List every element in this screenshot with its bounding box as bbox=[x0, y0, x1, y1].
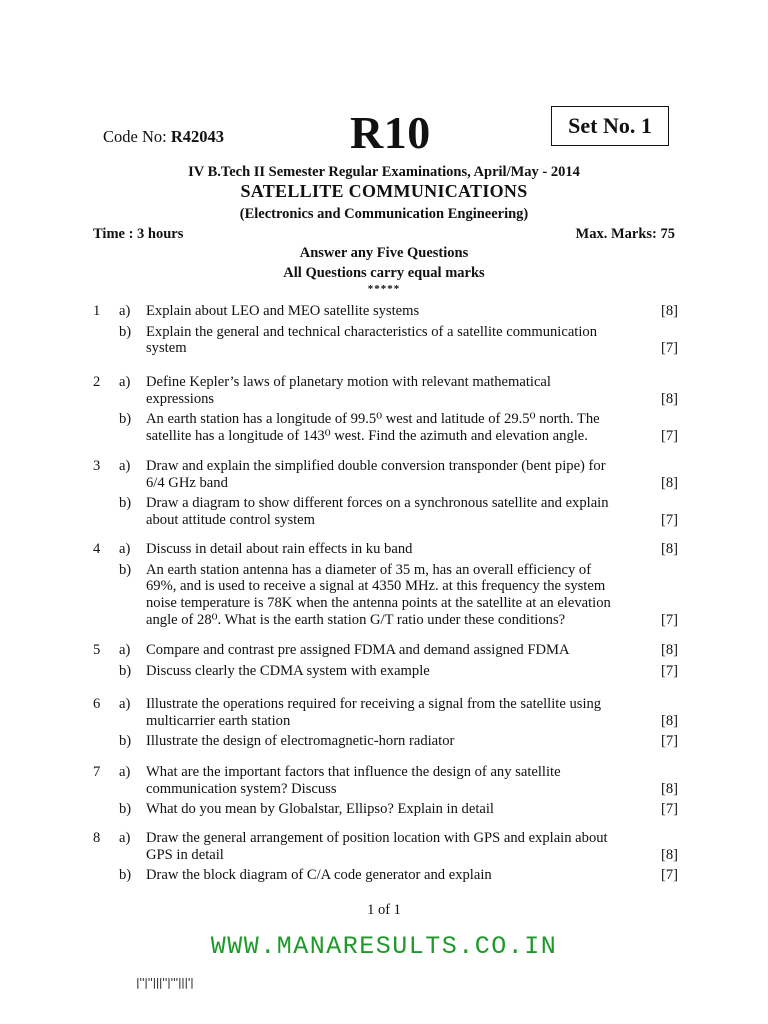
code-label: Code No: bbox=[103, 127, 171, 146]
marks-label: [7] bbox=[660, 867, 678, 884]
marks-label: [7] bbox=[660, 428, 678, 445]
question-text: angle of 28⁰. What is the earth station G/T ratio under these conditions? bbox=[146, 611, 566, 628]
marks-label: [7] bbox=[660, 733, 678, 750]
marks-label: [7] bbox=[660, 611, 678, 628]
part-label: a) bbox=[119, 764, 131, 780]
barcode-text: |''|''|||''|'''|||'| bbox=[136, 976, 194, 989]
part-label: a) bbox=[119, 642, 131, 658]
marks-label: [8] bbox=[660, 541, 678, 557]
page-number: 1 of 1 bbox=[367, 902, 401, 918]
question-text: Draw the block diagram of C/A code generator and explain bbox=[146, 867, 492, 884]
question-text: noise temperature is 78K when the antenna points at the satellite at an elevation bbox=[146, 595, 611, 612]
part-label: a) bbox=[119, 696, 131, 712]
question-text: Draw the general arrangement of position location with GPS and explain about bbox=[146, 830, 608, 846]
marks-label: [8] bbox=[660, 846, 678, 863]
part-label: b) bbox=[119, 867, 132, 884]
marks-label: [8] bbox=[660, 780, 678, 797]
question-text: An earth station has a longitude of 99.5⁰ west and latitude of 29.5⁰ north. The bbox=[146, 411, 600, 428]
regulation-code: R10 bbox=[350, 107, 431, 158]
question-text: Discuss in detail about rain effects in ku band bbox=[146, 541, 413, 557]
instruction-answer-five: Answer any Five Questions bbox=[299, 245, 469, 261]
part-label: a) bbox=[119, 374, 131, 390]
question-text: satellite has a longitude of 143⁰ west. Find the azimuth and elevation angle. bbox=[146, 428, 588, 445]
question-number: 4 bbox=[93, 541, 101, 557]
website-watermark: WWW.MANARESULTS.CO.IN bbox=[210, 932, 558, 961]
question-number: 6 bbox=[93, 696, 101, 712]
part-label: a) bbox=[119, 458, 131, 474]
instruction-equal-marks: All Questions carry equal marks bbox=[283, 265, 485, 281]
branch-name: (Electronics and Communication Engineering) bbox=[239, 206, 529, 222]
part-label: a) bbox=[119, 541, 131, 557]
marks-label: [7] bbox=[660, 512, 678, 529]
question-text: multicarrier earth station bbox=[146, 712, 291, 729]
marks-label: [8] bbox=[660, 474, 678, 491]
code-value: R42043 bbox=[170, 127, 225, 146]
question-text: expressions bbox=[146, 390, 215, 407]
question-text: Draw and explain the simplified double conversion transponder (bent pipe) for bbox=[146, 458, 606, 474]
question-number: 2 bbox=[93, 374, 101, 390]
time-limit: Time : 3 hours bbox=[93, 226, 184, 242]
part-label: b) bbox=[119, 801, 132, 818]
exam-title: IV B.Tech II Semester Regular Examinations, April/May - 2014 bbox=[188, 164, 580, 180]
marks-label: [8] bbox=[660, 712, 678, 729]
part-label: a) bbox=[119, 830, 131, 846]
marks-label: [8] bbox=[660, 303, 678, 319]
question-text: system bbox=[146, 340, 187, 357]
question-text: What are the important factors that influence the design of any satellite bbox=[146, 764, 561, 780]
question-text: Illustrate the operations required for receiving a signal from the satellite using bbox=[146, 696, 602, 712]
part-label: b) bbox=[119, 733, 132, 750]
question-text: 6/4 GHz band bbox=[146, 474, 228, 491]
question-text: Illustrate the design of electromagnetic-horn radiator bbox=[146, 733, 455, 750]
question-number: 5 bbox=[93, 642, 101, 658]
question-text: GPS in detail bbox=[146, 846, 224, 863]
question-number: 8 bbox=[93, 830, 101, 846]
part-label: b) bbox=[119, 561, 132, 578]
question-text: What do you mean by Globalstar, Ellipso? Explain in detail bbox=[146, 801, 494, 818]
marks-label: [7] bbox=[660, 801, 678, 818]
code-number bbox=[103, 127, 224, 147]
question-number: 7 bbox=[93, 764, 101, 780]
question-text: Discuss clearly the CDMA system with example bbox=[146, 662, 430, 679]
question-text: Draw a diagram to show different forces on a synchronous satellite and explain bbox=[146, 495, 609, 512]
marks-label: [7] bbox=[660, 340, 678, 357]
part-label: b) bbox=[119, 323, 132, 340]
marks-label: [8] bbox=[660, 642, 678, 658]
question-text: Explain the general and technical characteristics of a satellite communication bbox=[146, 323, 597, 340]
subject-title: SATELLITE COMMUNICATIONS bbox=[240, 181, 528, 201]
question-number: 1 bbox=[93, 303, 101, 319]
question-text: 69%, and is used to receive a signal at 4350 MHz. at this frequency the system bbox=[146, 578, 606, 595]
set-number-box: Set No. 1 bbox=[551, 106, 669, 146]
question-text: Compare and contrast pre assigned FDMA and demand assigned FDMA bbox=[146, 642, 570, 658]
part-label: b) bbox=[119, 411, 132, 428]
part-label: b) bbox=[119, 662, 132, 679]
question-text: An earth station antenna has a diameter of 35 m, has an overall efficiency of bbox=[146, 561, 592, 578]
question-text: Explain about LEO and MEO satellite systems bbox=[146, 303, 420, 319]
question-text: Define Kepler’s laws of planetary motion with relevant mathematical bbox=[146, 374, 551, 390]
question-number: 3 bbox=[93, 458, 101, 474]
part-label: a) bbox=[119, 303, 131, 319]
question-text: about attitude control system bbox=[146, 512, 316, 529]
marks-label: [7] bbox=[660, 662, 678, 679]
part-label: b) bbox=[119, 495, 132, 512]
max-marks: Max. Marks: 75 bbox=[575, 226, 675, 242]
marks-label: [8] bbox=[660, 390, 678, 407]
question-text: communication system? Discuss bbox=[146, 780, 337, 797]
separator-stars: ***** bbox=[367, 283, 401, 295]
